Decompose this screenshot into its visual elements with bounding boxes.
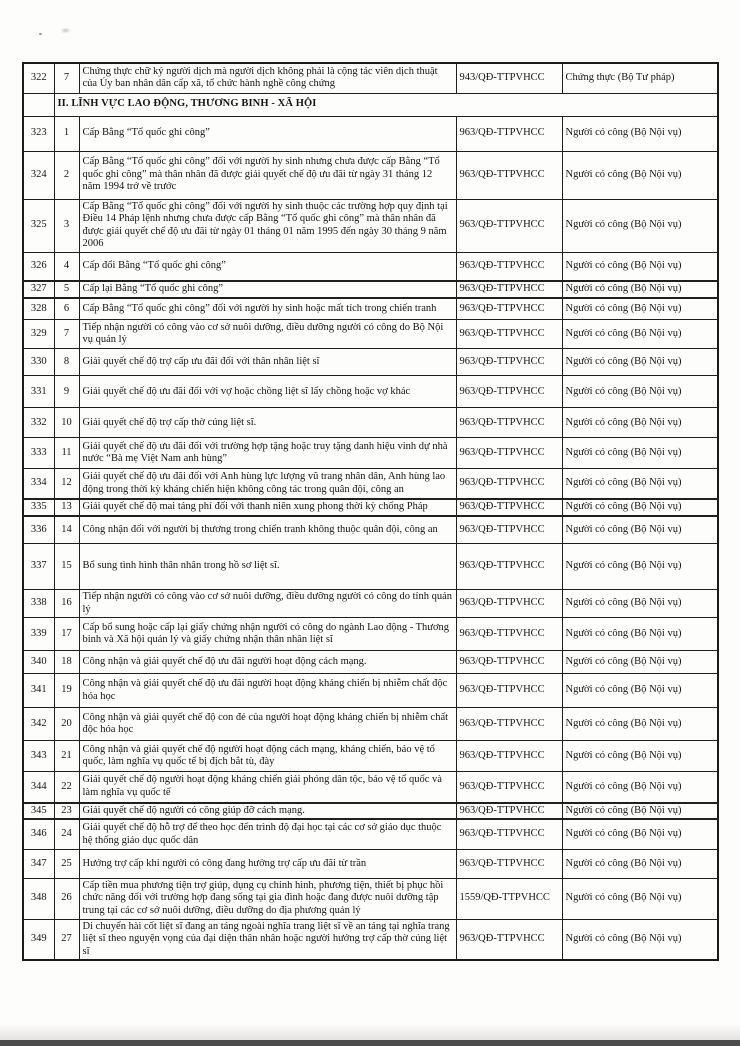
row-subnumber-cell: 6: [54, 298, 79, 320]
decision-number-cell: 963/QĐ-TTPVHCC: [456, 819, 562, 849]
procedure-name-cell: Giải quyết chế độ trợ cấp ưu đãi đối với thân nhân liệt sĩ: [79, 349, 456, 376]
row-subnumber-cell: 7: [54, 320, 79, 349]
field-cell: Người có công (Bộ Nội vụ): [562, 590, 718, 618]
row-number-cell: 335: [23, 499, 54, 516]
table-row: [23, 199, 718, 252]
row-number-cell: 342: [23, 708, 54, 741]
field-cell: Người có công (Bộ Nội vụ): [562, 803, 718, 820]
row-number-cell: 322: [23, 63, 54, 93]
decision-number-cell: 963/QĐ-TTPVHCC: [456, 499, 562, 516]
row-subnumber-cell: 7: [54, 63, 79, 93]
decision-number-cell: 963/QĐ-TTPVHCC: [456, 919, 562, 960]
decision-number-cell: 963/QĐ-TTPVHCC: [456, 708, 562, 741]
procedure-name-cell: Giải quyết chế độ người có công giúp đỡ cách mạng.: [79, 803, 456, 820]
decision-number-cell: 963/QĐ-TTPVHCC: [456, 741, 562, 772]
row-subnumber-cell: 19: [54, 674, 79, 708]
row-number-cell: 328: [23, 298, 54, 320]
row-number-cell: 343: [23, 741, 54, 772]
scan-speck: [62, 29, 69, 32]
decision-number-cell: 963/QĐ-TTPVHCC: [456, 376, 562, 408]
row-subnumber-cell: 18: [54, 651, 79, 674]
decision-number-cell: 1559/QĐ-TTPVHCC: [456, 878, 562, 919]
row-number-cell: 327: [23, 281, 54, 298]
decision-number-cell: 963/QĐ-TTPVHCC: [456, 651, 562, 674]
procedure-name-cell: Giải quyết chế độ người hoạt động kháng chiến giải phóng dân tộc, bảo vệ tổ quốc và làm nghĩa vụ quốc tế: [79, 772, 456, 803]
row-subnumber-cell: 4: [54, 252, 79, 281]
row-number-cell: 336: [23, 516, 54, 544]
row-subnumber-cell: 15: [54, 544, 79, 590]
scan-edge-bar: [0, 1040, 740, 1046]
row-subnumber-cell: 13: [54, 499, 79, 516]
procedure-name-cell: Cấp bổ sung hoặc cấp lại giấy chứng nhận người có công do ngành Lao động - Thương binh và Xã hội quản lý và giấy chứng nhận thân nhân liệt sĩ: [79, 618, 456, 651]
field-cell: Người có công (Bộ Nội vụ): [562, 516, 718, 544]
decision-number-cell: 963/QĐ-TTPVHCC: [456, 544, 562, 590]
decision-number-cell: 963/QĐ-TTPVHCC: [456, 772, 562, 803]
row-subnumber-cell: 17: [54, 618, 79, 651]
field-cell: Người có công (Bộ Nội vụ): [562, 281, 718, 298]
row-number-cell: 338: [23, 590, 54, 618]
row-number-cell: 348: [23, 878, 54, 919]
field-cell: Người có công (Bộ Nội vụ): [562, 116, 718, 151]
decision-number-cell: 963/QĐ-TTPVHCC: [456, 151, 562, 199]
field-cell: Người có công (Bộ Nội vụ): [562, 618, 718, 651]
row-subnumber-cell: 20: [54, 708, 79, 741]
field-cell: Người có công (Bộ Nội vụ): [562, 772, 718, 803]
field-cell: Người có công (Bộ Nội vụ): [562, 499, 718, 516]
field-cell: Người có công (Bộ Nội vụ): [562, 878, 718, 919]
decision-number-cell: 963/QĐ-TTPVHCC: [456, 298, 562, 320]
field-cell: Người có công (Bộ Nội vụ): [562, 651, 718, 674]
decision-number-cell: 963/QĐ-TTPVHCC: [456, 849, 562, 878]
row-subnumber-cell: 21: [54, 741, 79, 772]
field-cell: Người có công (Bộ Nội vụ): [562, 320, 718, 349]
table-row: [23, 803, 718, 820]
procedure-name-cell: Giải quyết chế độ ưu đãi đối với trường hợp tặng hoặc truy tặng danh hiệu vinh dự nhà nước “Bà mẹ Việt Nam anh hùng”: [79, 438, 456, 469]
row-subnumber-cell: 10: [54, 408, 79, 438]
table-row: [23, 618, 718, 651]
procedure-name-cell: Di chuyển hài cốt liệt sĩ đang an táng ngoài nghĩa trang liệt sĩ về an táng tại nghĩa trang liệt sĩ theo nguyện vọng của đại diện thân nhân hoặc người hưởng trợ cấp thờ cúng liệt sĩ: [79, 919, 456, 960]
table-row: [23, 349, 718, 376]
row-number-cell: 331: [23, 376, 54, 408]
row-number-cell: 341: [23, 674, 54, 708]
decision-number-cell: 963/QĐ-TTPVHCC: [456, 590, 562, 618]
procedure-name-cell: Giải quyết chế độ ưu đãi đối với Anh hùng lực lượng vũ trang nhân dân, Anh hùng lao động trong thời kỳ kháng chiến hiện không công tác trong quân đội, công an: [79, 469, 456, 499]
decision-number-cell: 963/QĐ-TTPVHCC: [456, 281, 562, 298]
field-cell: Người có công (Bộ Nội vụ): [562, 298, 718, 320]
row-subnumber-cell: 12: [54, 469, 79, 499]
row-number-cell: 339: [23, 618, 54, 651]
procedure-name-cell: Cấp Bằng “Tổ quốc ghi công” đối với người hy sinh thuộc các trường hợp quy định tại Điều 14 Pháp lệnh nhưng chưa được cấp Bằng “Tổ quốc ghi công” mà thân nhân đã được giải quyết chế độ ưu đãi từ ngày 01 tháng 01 năm 1995 đến ngày 30 tháng 9 năm 2006: [79, 199, 456, 252]
procedure-name-cell: Tiếp nhận người có công vào cơ sở nuôi dưỡng, điều dưỡng người có công do tỉnh quản lý: [79, 590, 456, 618]
procedure-name-cell: Cấp Bằng “Tổ quốc ghi công” đối với người hy sinh nhưng chưa được cấp Bằng “Tổ quốc ghi công” mà thân nhân đã được giải quyết chế độ ưu đãi từ ngày 31 tháng 12 năm 1994 trở về trước: [79, 151, 456, 199]
field-cell: Người có công (Bộ Nội vụ): [562, 408, 718, 438]
table-row: [23, 116, 718, 151]
field-cell: Người có công (Bộ Nội vụ): [562, 849, 718, 878]
table-row: [23, 708, 718, 741]
procedure-name-cell: Công nhận và giải quyết chế độ ưu đãi người hoạt động kháng chiến bị nhiễm chất độc hóa học: [79, 674, 456, 708]
row-number-cell: 329: [23, 320, 54, 349]
empty-cell: [23, 93, 54, 116]
row-number-cell: 324: [23, 151, 54, 199]
procedure-name-cell: Giải quyết chế độ ưu đãi đối với vợ hoặc chồng liệt sĩ lấy chồng hoặc vợ khác: [79, 376, 456, 408]
field-cell: Người có công (Bộ Nội vụ): [562, 252, 718, 281]
decision-number-cell: 963/QĐ-TTPVHCC: [456, 438, 562, 469]
decision-number-cell: 963/QĐ-TTPVHCC: [456, 320, 562, 349]
table-row: [23, 438, 718, 469]
decision-number-cell: 963/QĐ-TTPVHCC: [456, 349, 562, 376]
field-cell: Người có công (Bộ Nội vụ): [562, 708, 718, 741]
procedure-name-cell: Giải quyết chế độ hỗ trợ để theo học đến trình độ đại học tại các cơ sở giáo dục thuộc hệ thống giáo dục quốc dân: [79, 819, 456, 849]
decision-number-cell: 963/QĐ-TTPVHCC: [456, 116, 562, 151]
row-number-cell: 345: [23, 803, 54, 820]
row-number-cell: 347: [23, 849, 54, 878]
procedure-name-cell: Cấp tiền mua phương tiện trợ giúp, dụng cụ chỉnh hình, phương tiện, thiết bị phục hồi chức năng đối với trường hợp đang sống tại gia đình hoặc đang được nuôi dưỡng tập trung tại các cơ sở nuôi dưỡng, điều dưỡng do địa phương quản lý: [79, 878, 456, 919]
table-row: [23, 151, 718, 199]
row-number-cell: 333: [23, 438, 54, 469]
row-subnumber-cell: 5: [54, 281, 79, 298]
field-cell: Người có công (Bộ Nội vụ): [562, 674, 718, 708]
procedure-name-cell: Bổ sung tình hình thân nhân trong hồ sơ liệt sĩ.: [79, 544, 456, 590]
table-row: [23, 919, 718, 960]
table-row: [23, 590, 718, 618]
procedure-name-cell: Chứng thực chữ ký người dịch mà người dịch không phải là cộng tác viên dịch thuật của Ủy ban nhân dân cấp xã, tổ chức hành nghề công chứng: [79, 63, 456, 93]
table-row: [23, 281, 718, 298]
table-row: [23, 878, 718, 919]
decision-number-cell: 963/QĐ-TTPVHCC: [456, 469, 562, 499]
row-subnumber-cell: 3: [54, 199, 79, 252]
field-cell: Người có công (Bộ Nội vụ): [562, 544, 718, 590]
decision-number-cell: 963/QĐ-TTPVHCC: [456, 618, 562, 651]
procedure-name-cell: Tiếp nhận người có công vào cơ sở nuôi dưỡng, điều dưỡng người có công do Bộ Nội vụ quản lý: [79, 320, 456, 349]
field-cell: Người có công (Bộ Nội vụ): [562, 741, 718, 772]
row-subnumber-cell: 1: [54, 116, 79, 151]
decision-number-cell: 963/QĐ-TTPVHCC: [456, 408, 562, 438]
field-cell: Người có công (Bộ Nội vụ): [562, 919, 718, 960]
decision-number-cell: 943/QĐ-TTPVHCC: [456, 63, 562, 93]
procedure-name-cell: Công nhận đối với người bị thương trong chiến tranh không thuộc quân đội, công an: [79, 516, 456, 544]
procedure-name-cell: Cấp đổi Bằng “Tổ quốc ghi công”: [79, 252, 456, 281]
decision-number-cell: 963/QĐ-TTPVHCC: [456, 516, 562, 544]
row-subnumber-cell: 26: [54, 878, 79, 919]
row-subnumber-cell: 16: [54, 590, 79, 618]
procedures-table-body: [23, 63, 718, 960]
field-cell: Người có công (Bộ Nội vụ): [562, 349, 718, 376]
row-subnumber-cell: 14: [54, 516, 79, 544]
field-cell: Người có công (Bộ Nội vụ): [562, 438, 718, 469]
table-row: [23, 651, 718, 674]
table-row: [23, 298, 718, 320]
procedure-name-cell: Giải quyết chế độ trợ cấp thờ cúng liệt sĩ.: [79, 408, 456, 438]
row-number-cell: 330: [23, 349, 54, 376]
table-row: [23, 252, 718, 281]
scan-edge-fade: [0, 1024, 740, 1040]
row-subnumber-cell: 25: [54, 849, 79, 878]
row-number-cell: 332: [23, 408, 54, 438]
procedure-name-cell: Giải quyết chế độ mai táng phí đối với thanh niên xung phong thời kỳ chống Pháp: [79, 499, 456, 516]
decision-number-cell: 963/QĐ-TTPVHCC: [456, 199, 562, 252]
row-number-cell: 340: [23, 651, 54, 674]
row-number-cell: 337: [23, 544, 54, 590]
table-row: [23, 376, 718, 408]
row-subnumber-cell: 2: [54, 151, 79, 199]
table-row: [23, 320, 718, 349]
table-row: [23, 469, 718, 499]
table-row: [23, 544, 718, 590]
field-cell: Người có công (Bộ Nội vụ): [562, 469, 718, 499]
procedure-name-cell: Công nhận và giải quyết chế độ con đẻ của người hoạt động kháng chiến bị nhiễm chất độc hóa học: [79, 708, 456, 741]
row-subnumber-cell: 22: [54, 772, 79, 803]
table-row: [23, 674, 718, 708]
table-row: [23, 819, 718, 849]
row-subnumber-cell: 8: [54, 349, 79, 376]
field-cell: Người có công (Bộ Nội vụ): [562, 199, 718, 252]
row-subnumber-cell: 9: [54, 376, 79, 408]
field-cell: Người có công (Bộ Nội vụ): [562, 376, 718, 408]
table-row: [23, 849, 718, 878]
section-header: II. LĨNH VỰC LAO ĐỘNG, THƯƠNG BINH - XÃ HỘI: [54, 93, 718, 116]
decision-number-cell: 963/QĐ-TTPVHCC: [456, 803, 562, 820]
procedure-name-cell: Cấp Bằng “Tổ quốc ghi công” đối với người hy sinh hoặc mất tích trong chiến tranh: [79, 298, 456, 320]
decision-number-cell: 963/QĐ-TTPVHCC: [456, 674, 562, 708]
field-cell: Người có công (Bộ Nội vụ): [562, 151, 718, 199]
row-subnumber-cell: 27: [54, 919, 79, 960]
row-number-cell: 346: [23, 819, 54, 849]
procedure-name-cell: Hưởng trợ cấp khi người có công đang hưởng trợ cấp ưu đãi từ trần: [79, 849, 456, 878]
row-number-cell: 334: [23, 469, 54, 499]
table-row: [23, 516, 718, 544]
row-number-cell: 326: [23, 252, 54, 281]
scan-speck: [39, 33, 42, 35]
section-row: [23, 93, 718, 116]
row-subnumber-cell: 11: [54, 438, 79, 469]
row-number-cell: 323: [23, 116, 54, 151]
procedure-name-cell: Cấp lại Bằng “Tổ quốc ghi công”: [79, 281, 456, 298]
table-row: [23, 741, 718, 772]
field-cell: Chứng thực (Bộ Tư pháp): [562, 63, 718, 93]
row-number-cell: 349: [23, 919, 54, 960]
row-subnumber-cell: 24: [54, 819, 79, 849]
row-number-cell: 344: [23, 772, 54, 803]
procedure-name-cell: Cấp Bằng “Tổ quốc ghi công”: [79, 116, 456, 151]
decision-number-cell: 963/QĐ-TTPVHCC: [456, 252, 562, 281]
table-row: [23, 499, 718, 516]
table-row: [23, 772, 718, 803]
procedure-name-cell: Công nhận và giải quyết chế độ người hoạt động cách mạng, kháng chiến, bảo vệ tổ quốc, làm nghĩa vụ quốc tế bị địch bắt tù, đày: [79, 741, 456, 772]
row-number-cell: 325: [23, 199, 54, 252]
procedure-name-cell: Công nhận và giải quyết chế độ ưu đãi người hoạt động cách mạng.: [79, 651, 456, 674]
table-row: [23, 63, 718, 93]
table-row: [23, 408, 718, 438]
field-cell: Người có công (Bộ Nội vụ): [562, 819, 718, 849]
procedures-table: [22, 62, 719, 961]
row-subnumber-cell: 23: [54, 803, 79, 820]
